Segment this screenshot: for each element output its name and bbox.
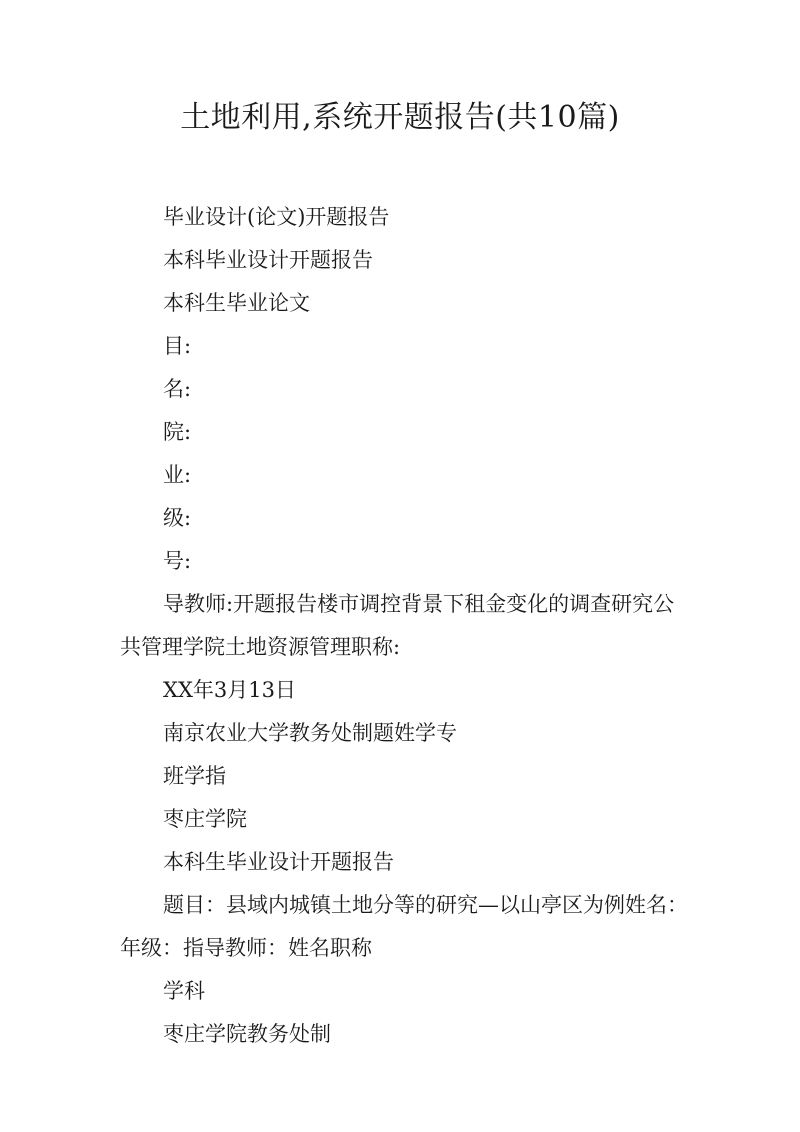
paragraph-field-topic: 目: bbox=[163, 334, 192, 358]
paragraph-field-number: 号: bbox=[163, 549, 192, 573]
paragraph-advisor-topic: 导教师:开题报告楼市调控背景下租金变化的调查研究公共管理学院土地资源管理职称: bbox=[120, 592, 675, 659]
paragraph-date: XX年3月13日 bbox=[163, 678, 296, 702]
paragraph-undergrad-design-heading: 本科生毕业设计开题报告 bbox=[163, 850, 394, 874]
paragraph-topic-details: 题目：县域内城镇土地分等的研究—以山亭区为例姓名：年级：指导教师：姓名职称 bbox=[120, 893, 688, 960]
document-body bbox=[120, 196, 692, 1056]
paragraph-field-college: 院: bbox=[163, 420, 192, 444]
paragraph-university-office: 南京农业大学教务处制题姓学专 bbox=[163, 721, 457, 745]
document-title: 土地利用,系统开题报告(共10篇) bbox=[180, 100, 620, 135]
paragraph-field-major: 业: bbox=[163, 463, 192, 487]
paragraph-class-advisor: 班学指 bbox=[163, 764, 226, 788]
paragraph-undergrad-thesis-heading: 本科生毕业论文 bbox=[163, 291, 310, 315]
paragraph-field-name: 名: bbox=[163, 377, 192, 401]
paragraph-academic-office: 枣庄学院教务处制 bbox=[163, 1022, 331, 1046]
paragraph-thesis-proposal-heading: 毕业设计(论文)开题报告 bbox=[163, 205, 390, 229]
paragraph-undergrad-proposal-heading: 本科毕业设计开题报告 bbox=[163, 248, 373, 272]
paragraph-college-name: 枣庄学院 bbox=[163, 807, 247, 831]
paragraph-discipline: 学科 bbox=[163, 979, 205, 1003]
paragraph-field-grade: 级: bbox=[163, 506, 192, 530]
